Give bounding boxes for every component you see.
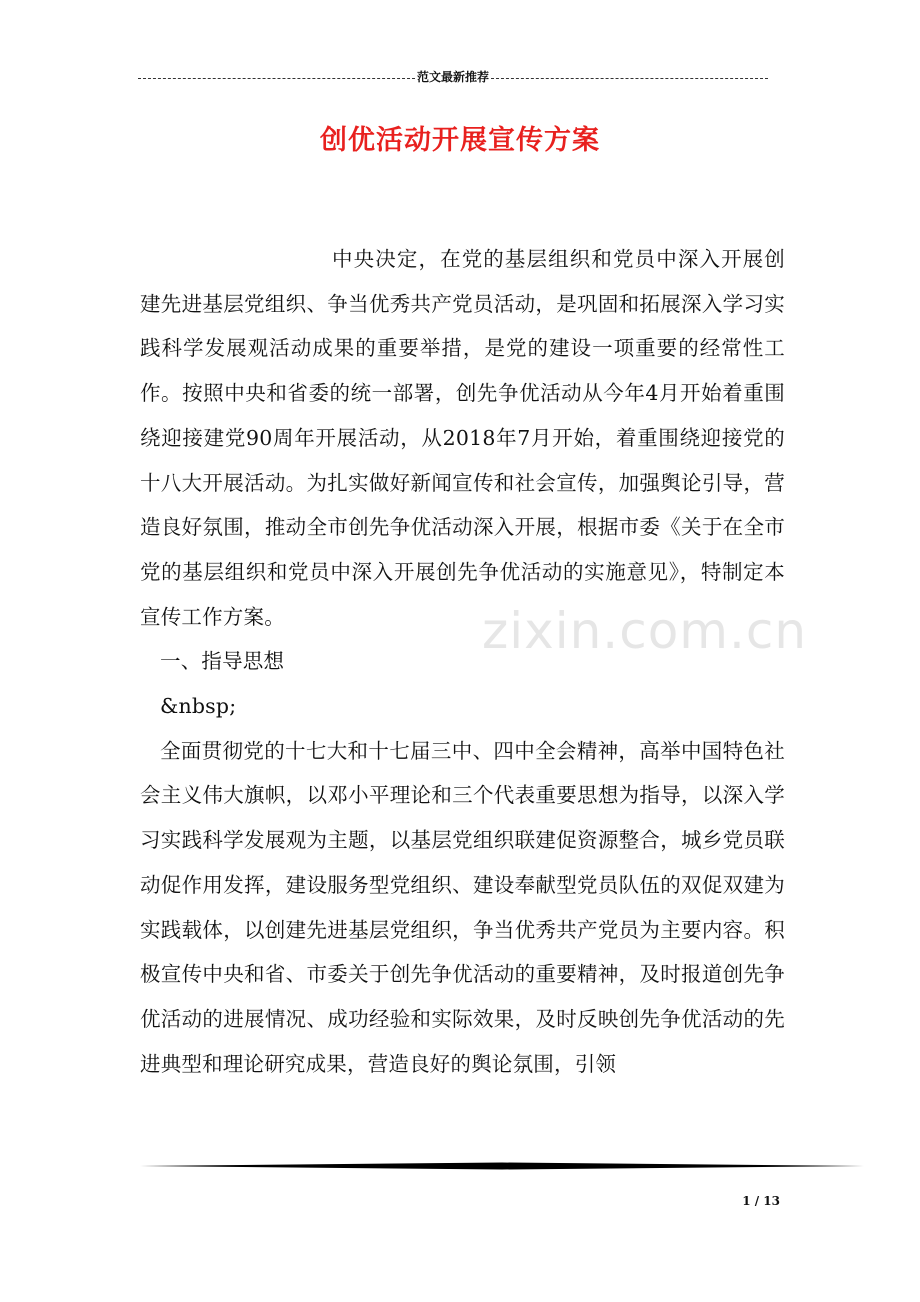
- footer-divider: [140, 1160, 864, 1172]
- page-number: 1 / 13: [742, 1194, 780, 1208]
- header-dash-right: [491, 78, 768, 79]
- document-title: 创优活动开展宣传方案: [320, 125, 600, 156]
- header-label: 范文最新推荐: [417, 70, 490, 84]
- paragraph-nbsp: &nbsp;: [160, 694, 237, 719]
- section-heading-guiding-ideology: 一、指导思想: [160, 649, 285, 674]
- header-dash-left: [138, 78, 415, 79]
- paragraph-guiding-ideology: 全面贯彻党的十七大和十七届三中、四中全会精神，高举中国特色社会主义伟大旗帜，以邓小平理论和三个代表重要思想为指导，以深入学习实践科学发展观为主题，以基层党组织联建促资源整合，城乡党员联动促作用发挥，建设服务型党组织、建设奉献型党员队伍的双促双建为实践载体，以创建先进基层党组织，争当优秀共产党员为主要内容。积极宣传中央和省、市委关于创先争优活动的重要精神，及时报道创先争优活动的进展情况、成功经验和实际效果，及时反映创先争优活动的先进典型和理论研究成果，营造良好的舆论氛围，引领: [140, 738, 785, 1076]
- paragraph-intro: 中央决定，在党的基层组织和党员中深入开展创建先进基层党组织、争当优秀共产党员活动，是巩固和拓展深入学习实践科学发展观活动成果的重要举措，是党的建设一项重要的经常性工作。按照中央和省委的统一部署，创先争优活动从今年4月开始着重围绕迎接建党90周年开展活动，从2018年7月开始，着重围绕迎接党的十八大开展活动。为扎实做好新闻宣传和社会宣传，加强舆论引导，营造良好氛围，推动全市创先争优活动深入开展，根据市委《关于在全市党的基层组织和党员中深入开展创先争优活动的实施意见》，特制定本宣传工作方案。: [140, 247, 785, 629]
- page-header: [138, 70, 768, 84]
- watermark: zixin.com.cn: [482, 602, 808, 660]
- document-body: [140, 237, 785, 1086]
